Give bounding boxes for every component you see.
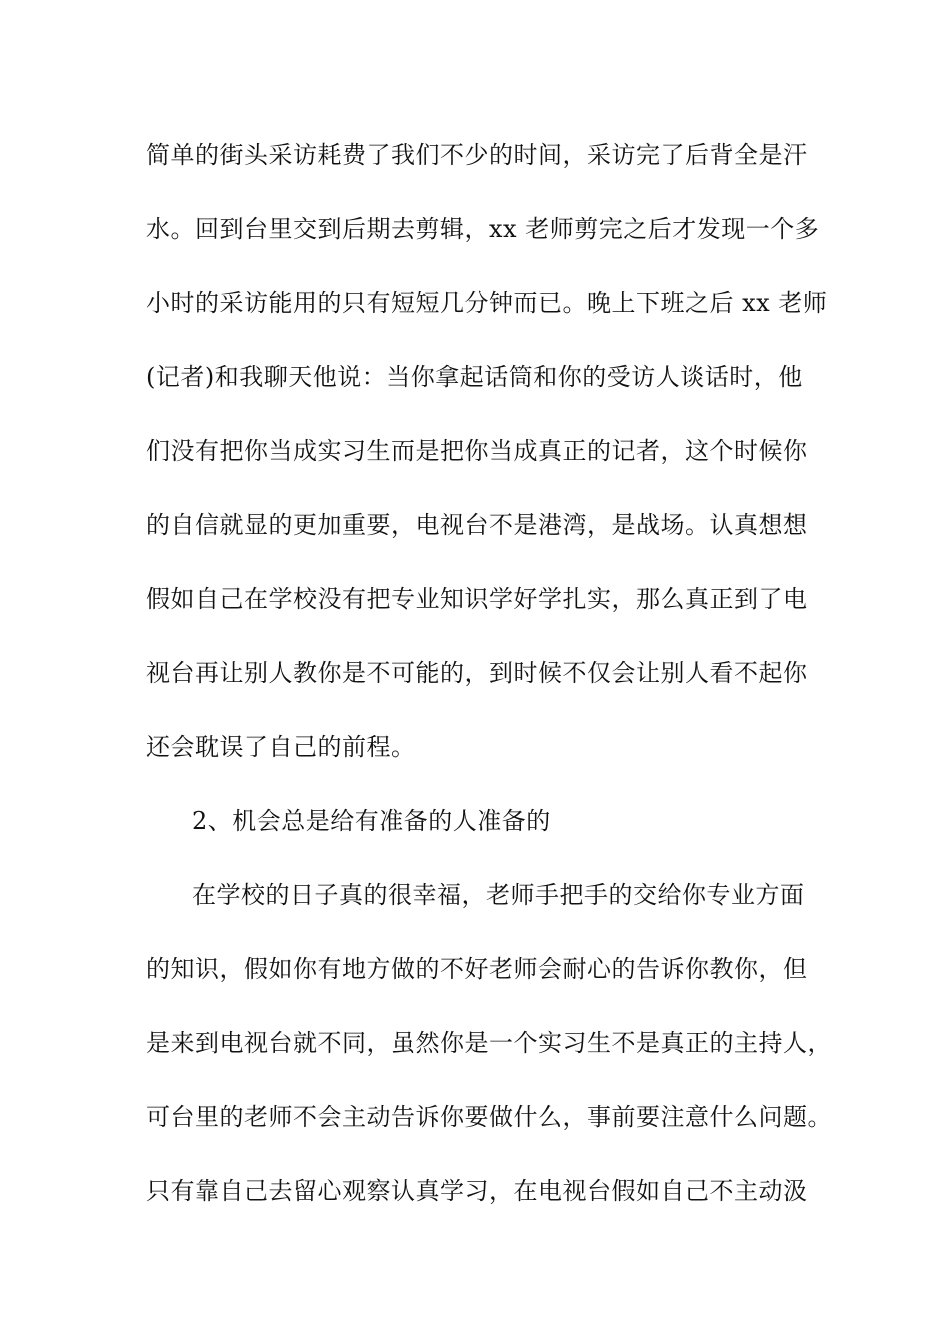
paragraph-line: 们没有把你当成实习生而是把你当成真正的记者，这个时候你 [146, 437, 808, 465]
paragraph-line: 可台里的老师不会主动告诉你要做什么，事前要注意什么问题。 [146, 1103, 832, 1131]
paragraph-line: 的知识，假如你有地方做的不好老师会耐心的告诉你教你，但 [146, 955, 808, 983]
paragraph-line: 小时的采访能用的只有短短几分钟而已。晚上下班之后 xx 老师 [146, 289, 828, 317]
section-heading: 2、机会总是给有准备的人准备的 [192, 807, 551, 835]
paragraph-line: 水。回到台里交到后期去剪辑，xx 老师剪完之后才发现一个多 [146, 215, 820, 243]
paragraph-line: 假如自己在学校没有把专业知识学好学扎实，那么真正到了电 [146, 585, 808, 613]
paragraph-line: 还会耽误了自己的前程。 [146, 733, 416, 761]
paragraph-line: 的自信就显的更加重要，电视台不是港湾，是战场。认真想想 [146, 511, 808, 539]
paragraph-line: 是来到电视台就不同，虽然你是一个实习生不是真正的主持人， [146, 1029, 832, 1057]
paragraph-line: 简单的街头采访耗费了我们不少的时间，采访完了后背全是汗 [146, 141, 808, 169]
paragraph-line: (记者)和我聊天他说：当你拿起话筒和你的受访人谈话时，他 [146, 363, 803, 391]
paragraph-line: 视台再让别人教你是不可能的，到时候不仅会让别人看不起你 [146, 659, 808, 687]
paragraph-line: 只有靠自己去留心观察认真学习，在电视台假如自己不主动汲 [146, 1177, 808, 1205]
paragraph-line: 在学校的日子真的很幸福，老师手把手的交给你专业方面 [192, 881, 805, 909]
